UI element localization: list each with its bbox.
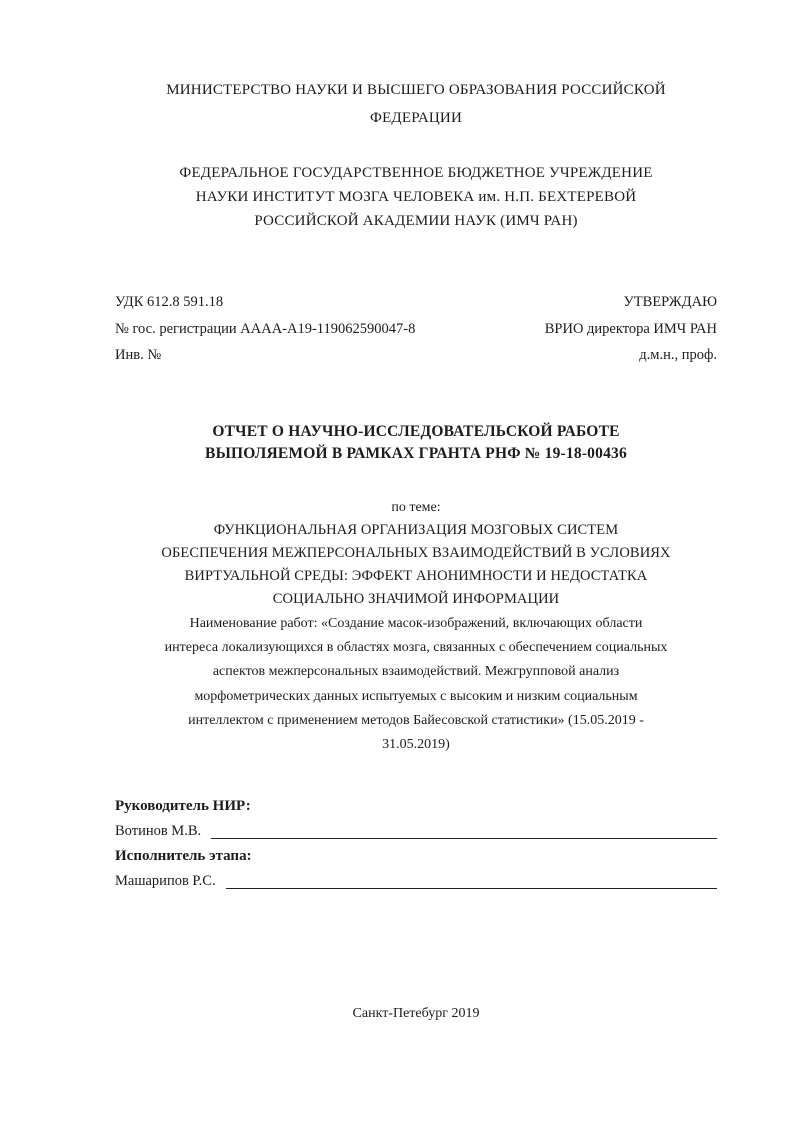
report-title-line: ОТЧЕТ О НАУЧНО-ИССЛЕДОВАТЕЛЬСКОЙ РАБОТЕ <box>212 423 620 440</box>
work-name-line: 31.05.2019) <box>382 737 450 753</box>
city-year: Санкт-Петебург 2019 <box>352 1006 480 1021</box>
report-title <box>115 421 717 464</box>
work-name-line: интеллектом с применением методов Байесовской статистики» (15.05.2019 - <box>188 712 644 728</box>
topic-label: по теме: <box>391 500 441 515</box>
signatures-section <box>115 794 717 894</box>
signature-line <box>211 838 717 839</box>
signature-line <box>226 888 717 889</box>
topic-line: ФУНКЦИОНАЛЬНАЯ ОРГАНИЗАЦИЯ МОЗГОВЫХ СИСТЕМ <box>213 522 619 538</box>
udk-code: УДК 612.8 591.18 <box>115 294 224 310</box>
city-year-footer <box>115 1006 717 1022</box>
ministry-heading <box>115 76 717 132</box>
executor-label: Исполнитель этапа: <box>115 848 252 864</box>
registration-block <box>115 289 415 369</box>
institution-heading <box>115 161 717 233</box>
page-content <box>115 0 717 1123</box>
registration-approval-row <box>115 289 717 369</box>
signature-row-executor <box>115 869 717 894</box>
topic-line: ОБЕСПЕЧЕНИЯ МЕЖПЕРСОНАЛЬНЫХ ВЗАИМОДЕЙСТВИЙ В УСЛОВИЯХ <box>161 545 671 561</box>
work-name-section <box>115 612 717 757</box>
executor-name: Машарипов Р.С. <box>115 873 216 889</box>
approval-degree: д.м.н., проф. <box>639 347 717 363</box>
topic-line: ВИРТУАЛЬНОЙ СРЕДЫ: ЭФФЕКТ АНОНИМНОСТИ И НЕДОСТАТКА <box>184 568 648 584</box>
work-name-line: интереса локализующихся в областях мозга, связанных с обеспечением социальных <box>164 640 668 656</box>
ministry-line: МИНИСТЕРСТВО НАУКИ И ВЫСШЕГО ОБРАЗОВАНИЯ РОССИЙСКОЙ <box>166 82 666 98</box>
state-registration-number: № гос. регистрации АААА-А19-119062590047-8 <box>115 320 416 337</box>
work-name-line: Наименование работ: «Создание масок-изображений, включающих области <box>189 616 643 631</box>
inventory-number: Инв. № <box>115 347 162 363</box>
work-name-line: аспектов межперсональных взаимодействий. Межгрупповой анализ <box>212 664 620 680</box>
institution-line: НАУКИ ИНСТИТУТ МОЗГА ЧЕЛОВЕКА им. Н.П. БЕХТЕРЕВОЙ <box>195 189 637 205</box>
topic-line: СОЦИАЛЬНО ЗНАЧИМОЙ ИНФОРМАЦИИ <box>272 591 560 607</box>
lead-name: Вотинов М.В. <box>115 823 202 839</box>
lead-label: Руководитель НИР: <box>115 798 251 814</box>
report-title-line: ВЫПОЛЯЕМОЙ В РАМКАХ ГРАНТА РНФ № 19-18-00436 <box>205 444 627 462</box>
approval-block <box>545 289 717 369</box>
approval-stamp: УТВЕРЖДАЮ <box>623 294 717 310</box>
signature-row-lead <box>115 819 717 844</box>
institution-line: РОССИЙСКОЙ АКАДЕМИИ НАУК (ИМЧ РАН) <box>254 213 578 229</box>
ministry-line: ФЕДЕРАЦИИ <box>370 110 462 126</box>
work-name-line: морфометрических данных испытуемых с высоким и низким социальным <box>194 688 638 704</box>
institution-line: ФЕДЕРАЛЬНОЕ ГОСУДАРСТВЕННОЕ БЮДЖЕТНОЕ УЧРЕЖДЕНИЕ <box>179 165 653 181</box>
topic-section <box>115 496 717 611</box>
approval-position: ВРИО директора ИМЧ РАН <box>544 320 717 337</box>
